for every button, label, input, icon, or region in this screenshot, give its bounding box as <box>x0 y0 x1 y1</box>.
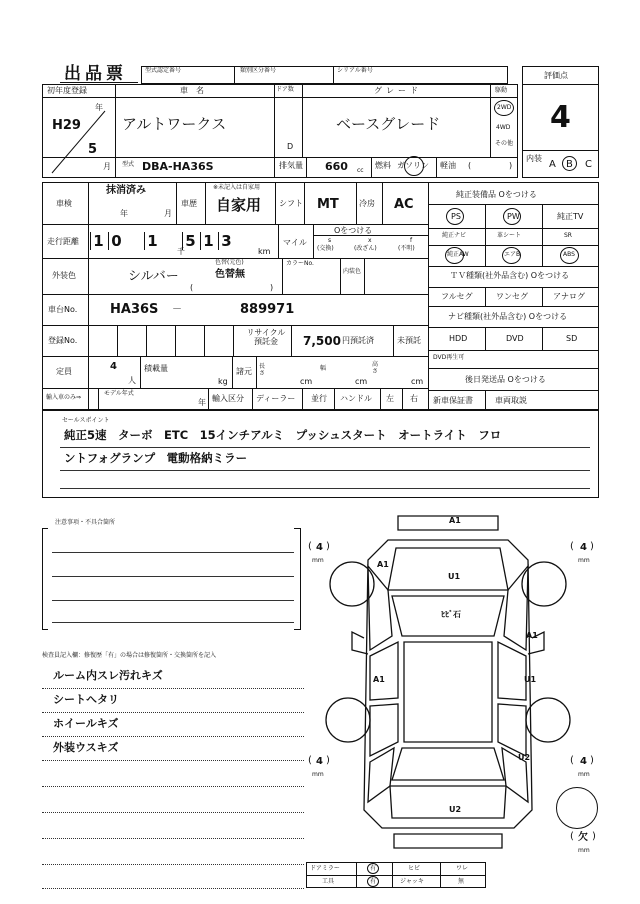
rear-bumper-panel <box>394 834 502 848</box>
displacement-label: 排気量 <box>279 161 303 170</box>
rule <box>52 576 294 577</box>
fuel-light-oil: 軽油 <box>440 161 456 170</box>
divider <box>175 325 176 356</box>
car-name: アルトワークス <box>122 115 227 133</box>
first-reg-month: 5 <box>88 142 98 157</box>
right-front-door-panel <box>498 642 526 700</box>
year-unit: 年 <box>95 103 103 112</box>
note-item-2: シートヘタリ <box>53 693 119 706</box>
fuel-label: 燃料 <box>375 161 391 170</box>
divider <box>232 356 233 388</box>
divider <box>42 325 428 326</box>
divider <box>233 325 234 356</box>
jack-label: ジャッキ <box>400 878 424 885</box>
divider <box>428 287 599 288</box>
caution-bracket-left <box>42 528 43 630</box>
left-mirror <box>352 632 368 654</box>
tire-rear-right <box>526 698 570 742</box>
interior-label: 内装 <box>526 154 542 163</box>
tire-rear-left <box>326 698 370 742</box>
divider <box>306 157 307 178</box>
height-unit: cm <box>411 377 424 386</box>
divider <box>356 182 357 224</box>
load-unit: kg <box>218 377 228 386</box>
roof-panel <box>404 642 492 742</box>
divider <box>88 182 89 410</box>
car-diagram <box>318 510 578 855</box>
capacity-unit: 人 <box>128 376 136 385</box>
tire-rr-close: ) <box>590 755 594 766</box>
rule <box>52 622 294 623</box>
interior-b-circle <box>562 156 577 171</box>
model-year-label: モデル年式 <box>104 390 134 397</box>
mileage-exchange: (交換) <box>317 245 334 252</box>
divider <box>428 245 599 246</box>
mileage-mile: マイル <box>283 238 307 247</box>
tv-one-seg: ワンセグ <box>496 292 528 301</box>
divider <box>234 66 235 84</box>
length-label: 長さ <box>259 363 266 378</box>
grade-eval-label: 評価点 <box>544 71 568 80</box>
tire-fr-unit: mm <box>578 557 590 564</box>
mark-right-door: A1 <box>526 631 538 640</box>
divider <box>306 875 486 876</box>
option-sr: SR <box>564 232 572 239</box>
divider <box>117 325 118 356</box>
rule <box>42 786 304 787</box>
option-airbag-circle <box>502 247 521 264</box>
tire-fl-unit: mm <box>312 557 324 564</box>
import-label: 輸入車のみ⇒ <box>46 394 82 401</box>
divider <box>428 368 599 369</box>
capacity-label: 定員 <box>56 367 72 376</box>
divider <box>522 84 599 85</box>
mark-windshield: ﾋﾋﾞ石 <box>441 610 461 619</box>
mileage-label: 走行距離 <box>47 237 79 246</box>
options-title: 純正装備品 Oをつける <box>456 190 537 199</box>
tire-fl-open: ( <box>308 541 312 552</box>
mark-front-bumper: A1 <box>449 516 461 525</box>
dealer-option: ディーラー <box>256 394 296 403</box>
tv-analog: アナログ <box>553 292 585 301</box>
dvd-play: DVD再生可 <box>433 354 465 361</box>
divider <box>440 862 441 888</box>
tire-fr-value: 4 <box>580 542 587 553</box>
vehicle-manual: 車両取説 <box>495 396 527 405</box>
rear-window-panel <box>392 748 504 780</box>
rule <box>52 600 294 601</box>
divider <box>313 235 428 236</box>
divider <box>542 327 543 350</box>
divider <box>402 388 403 410</box>
mileage-modified: (改ざん) <box>354 245 377 252</box>
tools-value: 有 <box>370 878 377 885</box>
crack-label: ヒビ <box>408 865 421 872</box>
caution-bracket-top <box>294 528 300 529</box>
spare-unit: mm <box>578 847 590 854</box>
option-ps-circle <box>446 208 464 225</box>
divider <box>278 224 279 258</box>
shaken-month-unit: 月 <box>164 209 172 218</box>
doors-label: ドア数 <box>276 86 294 93</box>
exterior-value: シルバー <box>128 269 179 284</box>
car-name-label: 車 名 <box>180 86 204 95</box>
history-label: 車歴 <box>181 199 197 208</box>
jack-value: 無 <box>458 878 465 885</box>
divider <box>485 327 486 350</box>
color-change-value: 色替無 <box>215 269 245 280</box>
rule <box>52 552 294 553</box>
divider <box>393 325 394 356</box>
option-pw: PW <box>507 212 520 221</box>
mileage-digit: 1 <box>90 232 106 250</box>
model-year-unit: 年 <box>198 398 206 407</box>
divider <box>485 204 486 266</box>
rule <box>42 712 304 713</box>
fuel-circle <box>404 156 424 176</box>
divider <box>522 150 599 151</box>
option-pw-circle <box>503 208 521 225</box>
length-unit: cm <box>300 377 313 386</box>
rear-hatch-panel <box>390 786 506 818</box>
option-airbag: エアB <box>504 251 521 258</box>
divider <box>428 350 599 351</box>
spare-open: ( <box>570 831 574 842</box>
divider <box>304 182 305 224</box>
interior-a: A <box>549 159 556 170</box>
divider <box>146 325 147 356</box>
mileage-circle-note: Oをつける <box>334 226 373 235</box>
mark-left-front: A1 <box>377 560 389 569</box>
caution-bracket-bottom <box>294 629 300 630</box>
option-tv: 純正TV <box>557 212 584 221</box>
mark-left-rear: A1 <box>373 675 385 684</box>
color-paren-close: ) <box>270 283 274 292</box>
chassis-label: 車台No. <box>48 305 78 314</box>
caution-bracket-top <box>42 528 48 529</box>
color-no-label: カラーNo. <box>286 260 314 267</box>
divider <box>364 258 365 294</box>
chassis-dash: － <box>172 304 182 315</box>
rule <box>42 838 304 839</box>
height-label: 高さ <box>372 361 379 376</box>
steering-left: 左 <box>386 394 394 403</box>
divider <box>42 388 428 389</box>
tire-fr-close: ) <box>590 541 594 552</box>
divider <box>334 388 335 410</box>
divider <box>428 204 599 205</box>
mark-bonnet: U1 <box>448 572 461 581</box>
page-title: 出品票 <box>64 64 127 84</box>
grade-label: グレード <box>374 86 422 95</box>
tire-rl-close: ) <box>326 755 330 766</box>
divider <box>42 224 428 225</box>
broken-label: ワレ <box>456 865 469 872</box>
divider <box>428 228 599 229</box>
divider <box>205 182 206 224</box>
spare-tire <box>556 787 598 829</box>
divider <box>302 84 303 158</box>
shift-value: MT <box>317 197 339 212</box>
sales-label: セールスポイント <box>62 417 110 424</box>
door-mirror-circle <box>367 863 379 874</box>
tire-rr-unit: mm <box>578 771 590 778</box>
exterior-label: 外装色 <box>52 271 76 280</box>
rule <box>42 812 304 813</box>
color-paren-open: ( <box>190 283 194 292</box>
mileage-digit: 0 <box>108 232 124 250</box>
navi-dvd: DVD <box>506 334 524 343</box>
reg-no-label: 登録No. <box>48 336 78 345</box>
divider <box>333 66 334 84</box>
unreg-note: ※未記入は自家用 <box>213 184 261 191</box>
mileage-digit: 5 <box>182 232 198 250</box>
divider <box>428 390 599 391</box>
sales-line-1: 純正5速 ターボ ETC 15インチアルミ プッシュスタート オートライト フロ <box>64 428 502 442</box>
chassis-number: 889971 <box>240 302 295 317</box>
caution-label: 注意事項・不具合箇所 <box>55 519 116 526</box>
front-bumper-panel <box>398 516 498 530</box>
spare-value: 欠 <box>578 832 588 843</box>
tire-rl-unit: mm <box>312 771 324 778</box>
tire-rl-value: 4 <box>316 756 323 767</box>
doors-d: D <box>287 142 294 151</box>
drive-4wd: 4WD <box>496 124 511 131</box>
tire-fr-open: ( <box>570 541 574 552</box>
displacement-unit: cc <box>357 167 364 174</box>
divider <box>428 327 599 328</box>
capacity-value: 4 <box>110 361 117 372</box>
import-type-label: 輸入区分 <box>212 394 244 403</box>
recycle-not: 未預託 <box>397 336 421 345</box>
navi-hdd: HDD <box>449 334 468 343</box>
inspector-label: 検査員記入欄：修復歴「有」の場合は修復箇所・交換箇所を記入 <box>42 652 217 659</box>
history-value: 自家用 <box>216 196 262 214</box>
divider <box>208 388 209 410</box>
ac-value: AC <box>394 197 414 212</box>
hood-panel <box>388 548 508 590</box>
mileage-thousand: 千 <box>177 247 185 256</box>
model-cert-label: 型式認定番号 <box>145 67 182 74</box>
recycle-value: 7,500 <box>303 334 341 348</box>
tire-fl-value: 4 <box>316 542 323 553</box>
divider <box>382 182 383 224</box>
option-ps: PS <box>451 212 461 221</box>
drive-label: 駆動 <box>495 87 508 94</box>
header-codes-box <box>141 66 508 84</box>
fuel-paren-close: ) <box>509 161 513 170</box>
color-change-label: 色替(元色) <box>215 259 244 266</box>
divider <box>392 862 393 888</box>
divider <box>98 388 99 410</box>
divider <box>542 204 543 266</box>
left-fender-panel <box>368 566 392 650</box>
interior-c: C <box>585 159 592 170</box>
mark-right-rear: U1 <box>524 675 537 684</box>
option-leather: 革シート <box>497 232 522 239</box>
month-unit: 月 <box>103 162 111 171</box>
tv-type-title: ＴＶ種類(社外品含む) Oをつける <box>450 271 570 280</box>
option-navi: 純正ナビ <box>442 232 467 239</box>
parallel-option: 並行 <box>311 394 327 403</box>
grade-value: ベースグレード <box>336 115 441 133</box>
divider <box>428 182 429 410</box>
note-item-1: ルーム内スレ汚れキズ <box>53 669 163 682</box>
displacement-value: 660 <box>325 160 348 173</box>
option-abs: ABS <box>563 251 575 258</box>
tools-label: 工具 <box>322 878 335 885</box>
steering-right: 右 <box>410 394 418 403</box>
divider <box>313 224 314 258</box>
ac-label: 冷房 <box>359 199 375 208</box>
divider <box>542 287 543 306</box>
divider <box>252 388 253 410</box>
mileage-s: s <box>328 237 332 244</box>
divider <box>380 388 381 410</box>
divider <box>356 862 357 888</box>
sales-line-2: ントフォグランプ 電動格納ミラー <box>64 451 248 465</box>
load-label: 積載量 <box>144 364 168 373</box>
drive-2wd: 2WD <box>497 104 512 111</box>
spare-close: ) <box>592 831 596 842</box>
divider <box>490 84 491 158</box>
caution-bracket-right <box>300 528 301 630</box>
divider <box>371 157 372 178</box>
divider <box>42 294 428 295</box>
right-fender-panel <box>504 566 528 650</box>
grade-eval-value: 4 <box>550 100 571 135</box>
title-underline <box>60 82 138 83</box>
recycle-label: リサイクル預託金 <box>246 328 286 346</box>
divider <box>340 258 341 294</box>
caution-bracket-bottom <box>42 629 48 630</box>
divider <box>42 356 428 357</box>
model-code: DBA-HA36S <box>142 160 214 173</box>
rule <box>60 447 590 448</box>
chassis-prefix: HA36S <box>110 302 159 317</box>
tools-circle <box>367 876 379 887</box>
left-front-door-panel <box>370 642 398 700</box>
shaken-label: 車検 <box>56 199 72 208</box>
divider <box>204 325 205 356</box>
width-label: 幅 <box>320 365 327 372</box>
serial-label: シリアル番号 <box>337 67 373 74</box>
rule <box>42 864 304 865</box>
divider <box>282 258 283 294</box>
mileage-f: f <box>410 237 413 244</box>
shaken-value: 抹消済み <box>106 185 146 196</box>
door-mirror-value: 有 <box>370 865 377 872</box>
mark-rear-right: U2 <box>518 753 531 762</box>
interior-color-label: 内装色 <box>343 268 362 275</box>
mark-rear-bumper: U2 <box>449 805 462 814</box>
interior-b: B <box>566 159 573 170</box>
divider <box>428 266 599 267</box>
divider <box>302 388 303 410</box>
steering-label: ハンドル <box>340 394 372 403</box>
divider <box>428 306 599 307</box>
option-aw-circle <box>445 247 464 264</box>
drive-other: その他 <box>495 140 514 147</box>
note-item-4: 外装ウスキズ <box>53 741 119 754</box>
recycle-done: 円預託済 <box>342 336 374 345</box>
divider <box>485 390 486 410</box>
mileage-digit: 1 <box>144 232 160 250</box>
divider <box>176 182 177 224</box>
divider <box>275 182 276 224</box>
divider <box>115 84 116 178</box>
tire-rr-value: 4 <box>580 756 587 767</box>
fuel-paren: ( <box>468 161 472 170</box>
later-title: 後日発送品 Oをつける <box>465 375 546 384</box>
first-reg-year: H29 <box>52 118 81 133</box>
mileage-unknown: (不明) <box>398 245 415 252</box>
divider <box>140 356 141 388</box>
tv-full-seg: フルセグ <box>441 292 473 301</box>
dims-label: 諸元 <box>236 367 252 376</box>
tire-rr-open: ( <box>570 755 574 766</box>
divider <box>436 157 437 178</box>
navi-sd: SD <box>566 334 578 343</box>
mileage-unit: km <box>258 247 271 256</box>
rule <box>60 488 590 489</box>
rule <box>42 688 304 689</box>
first-reg-label: 初年度登録 <box>47 86 87 95</box>
rule <box>42 736 304 737</box>
tire-fl-close: ) <box>326 541 330 552</box>
shift-label: シフト <box>279 199 303 208</box>
width-unit: cm <box>355 377 368 386</box>
class-label: 類別区分番号 <box>240 67 277 74</box>
navi-type-title: ナビ種類(社外品含む) Oをつける <box>448 312 568 321</box>
door-mirror-label: ドアミラー <box>310 865 340 872</box>
divider <box>291 325 292 356</box>
divider <box>256 356 257 388</box>
option-abs-circle <box>560 247 579 264</box>
fuel-gasoline: ガソリン <box>397 161 429 170</box>
shaken-year-unit: 年 <box>120 209 128 218</box>
note-item-3: ホイールキズ <box>53 717 119 730</box>
rule <box>42 760 304 761</box>
rule <box>42 888 304 889</box>
divider <box>485 287 486 306</box>
divider <box>274 84 275 178</box>
mileage-digit: 1 <box>200 232 216 250</box>
mileage-digit: 3 <box>218 232 234 250</box>
tire-rl-open: ( <box>308 755 312 766</box>
mileage-x: x <box>368 237 372 244</box>
rule <box>60 470 590 471</box>
option-aw: 純正AW <box>447 251 469 258</box>
model-label: 型式 <box>122 161 135 168</box>
warranty-doc: 新車保証書 <box>433 396 473 405</box>
